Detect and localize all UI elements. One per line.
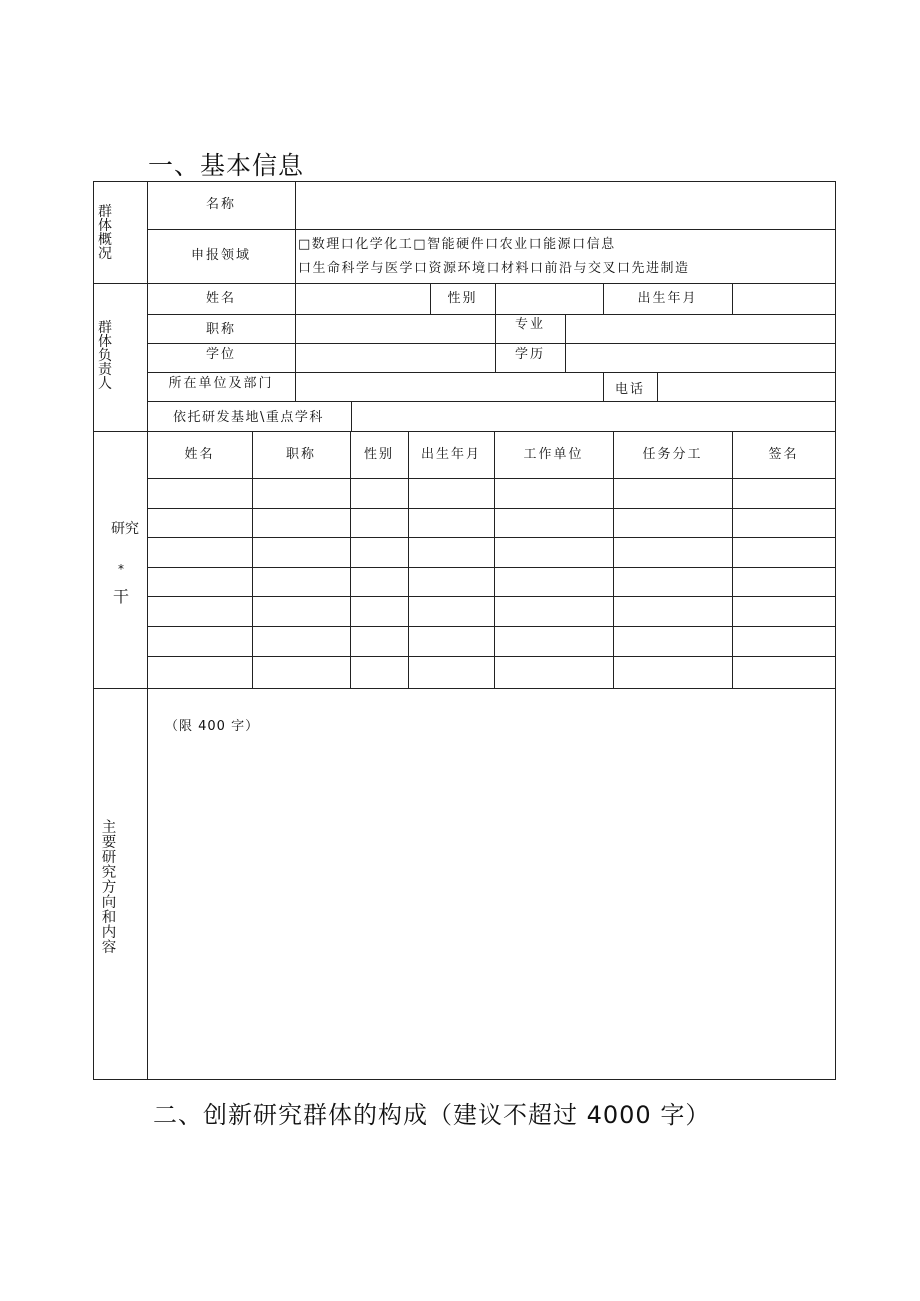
field-options-line2[interactable]: 口生命科学与医学口资源环境口材料口前沿与交叉口先进制造 xyxy=(298,261,690,276)
table-border-bottom xyxy=(93,1079,836,1080)
leader-phone-label: 电话 xyxy=(614,382,645,397)
member-header-name: 姓名 xyxy=(184,447,215,462)
field-label: 申报领域 xyxy=(190,248,251,263)
leader-birth-field[interactable] xyxy=(733,284,835,314)
name-label: 名称 xyxy=(205,197,236,212)
members-group-label-2: * xyxy=(118,562,124,576)
leader-degree-label: 学位 xyxy=(205,347,236,362)
section-divider xyxy=(93,688,836,689)
member-header-title: 职称 xyxy=(285,447,316,462)
group-name-field[interactable] xyxy=(296,182,835,229)
section-divider xyxy=(93,283,836,284)
member-header-task: 任务分工 xyxy=(642,447,703,462)
members-group-label-3: 干 xyxy=(113,587,130,606)
table-border-right xyxy=(835,181,836,1080)
leader-gender-field[interactable] xyxy=(496,284,603,314)
member-row-1[interactable] xyxy=(148,479,835,508)
leader-base-label: 依托研发基地\重点学科 xyxy=(173,410,324,425)
leader-major-label: 专业 xyxy=(514,317,545,332)
leader-title-label: 职称 xyxy=(205,322,236,337)
member-row-2[interactable] xyxy=(148,509,835,537)
member-row-6[interactable] xyxy=(148,627,835,656)
member-row-3[interactable] xyxy=(148,538,835,567)
leader-phone-field[interactable] xyxy=(658,373,835,401)
leader-major-field[interactable] xyxy=(566,315,835,343)
member-row-5[interactable] xyxy=(148,597,835,626)
leader-degree-field[interactable] xyxy=(296,344,495,372)
member-header-unit: 工作单位 xyxy=(523,447,584,462)
leader-group-label: 群体负责人 xyxy=(98,320,112,392)
section-divider xyxy=(93,431,836,432)
members-group-label-1: 研究 xyxy=(111,521,139,537)
research-limit-note: （限 400 字） xyxy=(165,719,260,734)
section1-title: 一、基本信息 xyxy=(148,151,305,180)
leader-unit-field[interactable] xyxy=(296,373,603,401)
leader-unit-label: 所在单位及部门 xyxy=(168,376,274,391)
member-header-gender: 性别 xyxy=(363,447,394,462)
research-group-label: 主要研究方向和内容 xyxy=(101,820,117,956)
research-content-field[interactable] xyxy=(149,737,833,1077)
leader-name-field[interactable] xyxy=(296,284,430,314)
table-border-left xyxy=(93,181,94,1080)
leader-education-label: 学历 xyxy=(514,347,545,362)
leader-name-label: 姓名 xyxy=(205,291,236,306)
leader-education-field[interactable] xyxy=(566,344,835,372)
member-header-birth: 出生年月 xyxy=(420,447,481,462)
leader-base-field[interactable] xyxy=(352,402,835,431)
field-options-line1[interactable]: □数理口化学化工□智能硬件口农业口能源口信息 xyxy=(298,237,616,252)
row-divider xyxy=(147,229,836,230)
section2-title: 二、创新研究群体的构成（建议不超过 4000 字） xyxy=(153,1101,711,1129)
member-row-7[interactable] xyxy=(148,657,835,688)
leader-title-field[interactable] xyxy=(296,315,495,343)
member-row-4[interactable] xyxy=(148,568,835,596)
overview-group-label: 群体概况 xyxy=(98,204,112,262)
application-form xyxy=(93,181,836,1080)
member-header-signature: 签名 xyxy=(768,447,799,462)
leader-birth-label: 出生年月 xyxy=(637,291,698,306)
leader-gender-label: 性别 xyxy=(447,291,478,306)
